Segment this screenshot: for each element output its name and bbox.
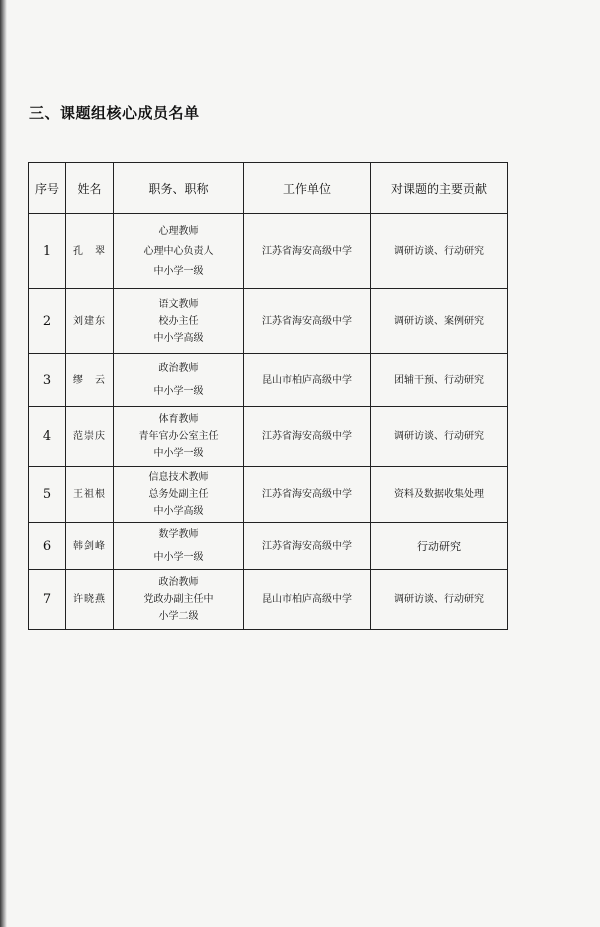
member-name: 孔 翠 — [66, 214, 114, 289]
core-members-table — [28, 162, 508, 630]
title-line: 校办主任 — [158, 315, 199, 327]
title-line: 心理教师 — [158, 225, 199, 237]
title-line: 党政办副主任中 — [143, 594, 214, 605]
title-line: 中小学一级 — [153, 265, 204, 277]
section-heading: 三、课题组核心成员名单 — [29, 104, 200, 122]
col-header-number: 序号 — [29, 163, 66, 214]
col-header-title: 职务、职称 — [114, 163, 244, 214]
title-line: 中小学一级 — [153, 448, 204, 459]
member-titles — [114, 407, 244, 467]
title-line: 中小学高级 — [153, 506, 204, 517]
member-contribution: 调研访谈、行动研究 — [371, 407, 508, 467]
title-line: 信息技术教师 — [148, 472, 209, 483]
member-name: 缪 云 — [66, 354, 114, 407]
member-titles — [114, 289, 244, 354]
member-unit: 江苏省海安高级中学 — [244, 467, 371, 523]
row-number: 1 — [29, 214, 66, 289]
member-contribution: 调研访谈、行动研究 — [371, 570, 508, 630]
title-line: 语文教师 — [158, 298, 199, 310]
title-line: 政治教师 — [158, 363, 199, 374]
member-titles — [114, 354, 244, 407]
member-contribution: 调研访谈、案例研究 — [371, 289, 508, 354]
table-row — [29, 354, 508, 407]
member-name: 范崇庆 — [66, 407, 114, 467]
title-line: 小学二级 — [158, 611, 199, 622]
table-row — [29, 407, 508, 467]
table-row — [29, 289, 508, 354]
member-titles — [114, 570, 244, 630]
member-name: 王祖根 — [66, 467, 114, 523]
member-unit: 昆山市柏庐高级中学 — [244, 570, 371, 630]
col-header-contribution: 对课题的主要贡献 — [371, 163, 508, 214]
member-contribution: 调研访谈、行动研究 — [371, 214, 508, 289]
row-number: 3 — [29, 354, 66, 407]
title-line: 心理中心负责人 — [143, 245, 214, 257]
table-row — [29, 523, 508, 570]
row-number: 4 — [29, 407, 66, 467]
col-header-unit: 工作单位 — [244, 163, 371, 214]
member-name: 韩剑峰 — [66, 523, 114, 570]
member-unit: 江苏省海安高级中学 — [244, 407, 371, 467]
row-number: 6 — [29, 523, 66, 570]
member-unit: 昆山市柏庐高级中学 — [244, 354, 371, 407]
member-titles — [114, 523, 244, 570]
table-row — [29, 570, 508, 630]
title-line: 中小学一级 — [153, 386, 204, 397]
member-name: 刘建东 — [66, 289, 114, 354]
member-contribution: 资料及数据收集处理 — [371, 467, 508, 523]
member-unit: 江苏省海安高级中学 — [244, 214, 371, 289]
col-header-name: 姓名 — [66, 163, 114, 214]
title-line: 体育教师 — [158, 414, 199, 425]
table-row — [29, 467, 508, 523]
title-line: 中小学一级 — [153, 552, 204, 563]
table-header-row — [29, 163, 508, 214]
row-number: 7 — [29, 570, 66, 630]
title-line: 数学教师 — [158, 529, 199, 540]
row-number: 5 — [29, 467, 66, 523]
title-line: 青年官办公室主任 — [138, 431, 219, 442]
member-titles — [114, 467, 244, 523]
row-number: 2 — [29, 289, 66, 354]
title-line: 中小学高级 — [153, 332, 204, 344]
title-line: 政治教师 — [158, 577, 199, 588]
member-titles — [114, 214, 244, 289]
table-row — [29, 214, 508, 289]
member-name: 许晓燕 — [66, 570, 114, 630]
member-unit: 江苏省海安高级中学 — [244, 523, 371, 570]
title-line: 总务处副主任 — [148, 489, 209, 500]
member-contribution: 团辅干预、行动研究 — [371, 354, 508, 407]
member-unit: 江苏省海安高级中学 — [244, 289, 371, 354]
page-edge-shadow — [0, 0, 7, 927]
member-contribution: 行动研究 — [371, 523, 508, 570]
